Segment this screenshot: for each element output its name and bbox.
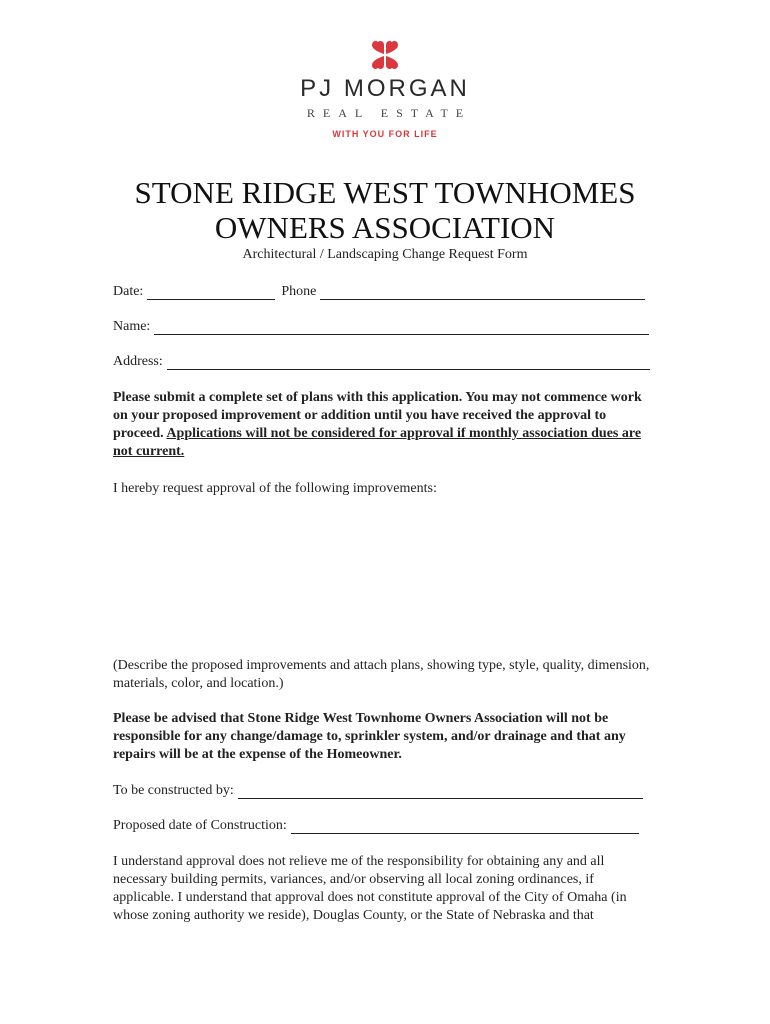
dues-notice-underlined: Applications will not be considered for approval if monthly association dues are not current. xyxy=(113,426,642,459)
request-statement: I hereby request approval of the following improvements: xyxy=(113,481,437,496)
proposed-date-input-line[interactable] xyxy=(291,819,639,834)
title-line-1: STONE RIDGE WEST TOWNHOMES xyxy=(134,175,636,210)
phone-label: Phone xyxy=(281,284,317,299)
company-logo xyxy=(0,40,770,139)
name-row xyxy=(113,319,649,335)
proposed-date-label: Proposed date of Construction: xyxy=(113,818,287,833)
constructed-by-row xyxy=(113,783,643,799)
liability-notice: Please be advised that Stone Ridge West Townhome Owners Association will not be responsible for any change/damage to, sprinkler system, and/or drainage and that any repairs will be at the expense of the Homeowner. xyxy=(113,711,626,762)
address-row xyxy=(113,354,650,370)
title-line-2: OWNERS ASSOCIATION xyxy=(214,210,556,245)
describe-instructions: (Describe the proposed improvements and attach plans, showing type, style, quality, dimension, materials, color, and location.) xyxy=(113,658,650,691)
constructed-by-label: To be constructed by: xyxy=(113,783,234,798)
address-input-line[interactable] xyxy=(167,355,650,370)
name-label: Name: xyxy=(113,319,151,334)
name-input-line[interactable] xyxy=(154,320,649,335)
brand-subtitle: REAL ESTATE xyxy=(306,106,472,120)
brand-name: PJ MORGAN xyxy=(300,75,470,102)
date-input-line[interactable] xyxy=(147,285,275,300)
date-label: Date: xyxy=(113,284,144,299)
plans-notice-text: Please submit a complete set of plans with this application. You may not commence work on your proposed improvement or addition until you have received the approval to proceed. xyxy=(113,390,642,441)
date-phone-row xyxy=(113,284,645,300)
plans-notice xyxy=(113,389,658,461)
proposed-date-row xyxy=(113,818,639,834)
document-title xyxy=(0,175,770,245)
form-subtitle: Architectural / Landscaping Change Request Form xyxy=(242,247,528,262)
four-heart-clover-icon xyxy=(370,40,400,70)
constructed-by-input-line[interactable] xyxy=(238,784,643,799)
phone-input-line[interactable] xyxy=(320,285,645,300)
address-label: Address: xyxy=(113,354,163,369)
brand-tagline: WITH YOU FOR LIFE xyxy=(332,129,438,139)
understanding-statement: I understand approval does not relieve me of the responsibility for obtaining any and all necessary building permits, variances, and/or observing all local zoning ordinances, if applicable. I understand that approval does not constitute approval of the City of Omaha (in whose zoning authority we reside), Douglas County, or the State of Nebraska and that xyxy=(113,854,627,923)
